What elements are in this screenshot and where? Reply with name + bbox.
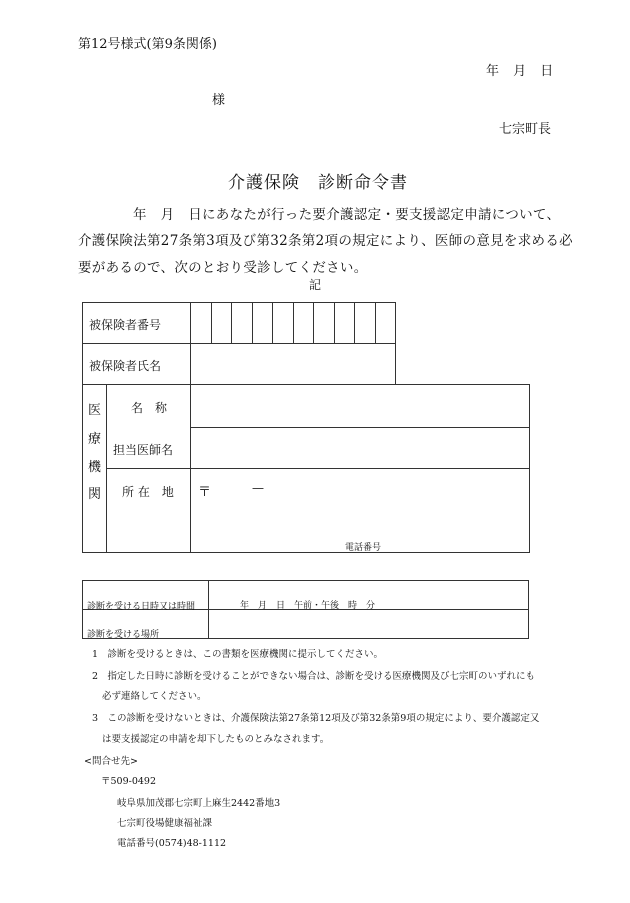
- contact-office: 七宗町役場健康福祉課: [117, 818, 213, 829]
- postal-dash: —: [252, 481, 264, 495]
- postal-mark: 〒: [198, 485, 212, 500]
- phone-label: 電話番号: [345, 543, 382, 553]
- place-label: 診断を受ける場所: [87, 630, 160, 640]
- insured-name-label: 被保険者氏名: [89, 359, 162, 373]
- ki-mark: 記: [309, 278, 322, 292]
- insured-number-label: 被保険者番号: [89, 318, 162, 332]
- medical-char-4: 関: [88, 487, 102, 502]
- contact-phone: 電話番号(0574)48-1112: [117, 838, 227, 849]
- note-1: 1 診断を受けるときは、この書類を医療機関に提示してください。: [92, 649, 384, 660]
- datetime-value: 年 月 日 午前・午後 時 分: [240, 601, 376, 611]
- address-label: 所 在 地: [122, 485, 174, 499]
- medical-char-3: 機: [88, 460, 102, 475]
- note-2a: 2 指定した日時に診断を受けることができない場合は、診断を受ける医療機関及び七宗町のいずれにも: [92, 671, 536, 682]
- medical-char-2: 療: [88, 432, 102, 447]
- page-title: 介護保険 診断命令書: [228, 173, 408, 193]
- note-3a: 3 この診断を受けないときは、介護保険法第27条第12項及び第32条第9項の規定により、要介護認定又: [92, 713, 540, 724]
- form-label: 第12号様式(第9条関係): [78, 37, 217, 52]
- contact-address: 岐阜県加茂郡七宗町上麻生2442番地3: [117, 798, 281, 809]
- body-line-1: 年 月 日にあなたが行った要介護認定・要支援認定申請について、: [133, 207, 561, 223]
- institution-name-label: 名 称: [131, 401, 168, 415]
- contact-postal: 〒509-0492: [101, 776, 157, 787]
- doctor-label: 担当医師名: [113, 443, 174, 457]
- addressee-suffix: 様: [212, 93, 226, 108]
- date-line: 年 月 日: [486, 64, 554, 79]
- note-2b: 必ず連絡してください。: [102, 691, 207, 702]
- body-line-2: 介護保険法第27条第3項及び第32条第2項の規定により、医師の意見を求める必: [78, 233, 573, 249]
- note-3b: は要支援認定の申請を却下したものとみなされます。: [102, 734, 330, 745]
- datetime-label: 診断を受ける日時又は時間: [87, 602, 196, 612]
- medical-char-1: 医: [88, 403, 102, 418]
- issuer: 七宗町長: [499, 122, 552, 137]
- body-line-3: 要があるので、次のとおり受診してください。: [78, 260, 368, 276]
- contact-heading: <問合せ先>: [84, 756, 138, 767]
